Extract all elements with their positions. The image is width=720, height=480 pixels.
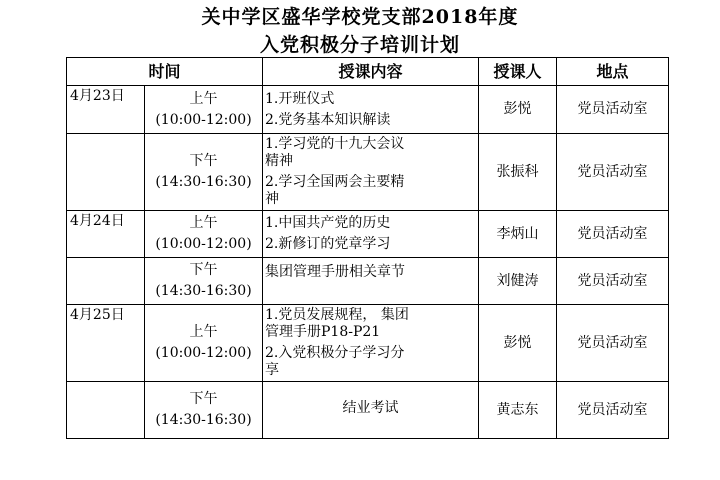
table-row bbox=[67, 211, 669, 258]
document-title-line1: 关中学区盛华学校党支部2018年度 bbox=[201, 6, 519, 28]
table-header-row bbox=[67, 58, 669, 86]
teacher-cell: 李炳山 bbox=[479, 211, 557, 258]
content-line: 结业考试 bbox=[342, 400, 399, 416]
content-line: 1.开班仪式 bbox=[265, 90, 335, 107]
date-cell bbox=[67, 134, 145, 211]
teacher-cell: 黄志东 bbox=[479, 382, 557, 439]
session-period: 上午 bbox=[189, 324, 218, 340]
content-line: 2.党务基本知识解读 bbox=[265, 111, 391, 128]
content-line: 1.中国共产党的历史 bbox=[265, 215, 391, 231]
content-cell bbox=[263, 134, 479, 211]
column-header-content: 授课内容 bbox=[263, 58, 479, 86]
session-period: 下午 bbox=[189, 391, 218, 407]
content-cell bbox=[263, 211, 479, 258]
session-time-range: (14:30-16:30) bbox=[155, 174, 252, 190]
content-line: 集团管理手册相关章节 bbox=[265, 264, 406, 280]
date-cell: 4月25日 bbox=[67, 305, 145, 382]
column-header-teacher: 授课人 bbox=[479, 58, 557, 86]
teacher-cell: 彭悦 bbox=[479, 305, 557, 382]
date-cell bbox=[67, 382, 145, 439]
table-row bbox=[67, 382, 669, 439]
table-row bbox=[67, 134, 669, 211]
content-cell bbox=[263, 305, 479, 382]
date-cell bbox=[67, 258, 145, 305]
session-cell bbox=[145, 86, 263, 134]
table-row bbox=[67, 258, 669, 305]
place-cell: 党员活动室 bbox=[557, 134, 669, 211]
content-line: 1.学习党的十九大会议 bbox=[265, 136, 405, 152]
session-cell bbox=[145, 382, 263, 439]
column-header-place: 地点 bbox=[557, 58, 669, 86]
content-line: 管理手册P18-P21 bbox=[265, 324, 381, 340]
date-cell: 4月24日 bbox=[67, 211, 145, 258]
content-line: 2.新修订的党章学习 bbox=[265, 236, 391, 252]
content-line: 2.学习全国两会主要精 bbox=[265, 174, 405, 190]
teacher-cell: 张振科 bbox=[479, 134, 557, 211]
place-cell: 党员活动室 bbox=[557, 305, 669, 382]
session-time-range: (10:00-12:00) bbox=[155, 345, 252, 361]
content-cell bbox=[263, 258, 479, 305]
session-time-range: (14:30-16:30) bbox=[155, 412, 252, 428]
content-line: 享 bbox=[265, 362, 280, 378]
place-cell: 党员活动室 bbox=[557, 86, 669, 134]
session-period: 上午 bbox=[189, 90, 218, 107]
session-period: 下午 bbox=[189, 153, 218, 169]
training-schedule-table bbox=[66, 57, 669, 439]
session-time-range: (10:00-12:00) bbox=[155, 111, 252, 128]
document-title-line2: 入党积极分子培训计划 bbox=[259, 34, 460, 56]
session-cell bbox=[145, 211, 263, 258]
session-cell bbox=[145, 134, 263, 211]
content-line: 精神 bbox=[265, 153, 294, 169]
content-line: 神 bbox=[265, 191, 280, 207]
content-cell bbox=[263, 382, 479, 439]
column-header-time: 时间 bbox=[67, 58, 263, 86]
session-cell bbox=[145, 258, 263, 305]
place-cell: 党员活动室 bbox=[557, 258, 669, 305]
content-line: 1.党员发展规程， 集团 bbox=[265, 307, 409, 323]
table-row bbox=[67, 86, 669, 134]
date-cell: 4月23日 bbox=[67, 86, 145, 134]
content-cell bbox=[263, 86, 479, 134]
place-cell: 党员活动室 bbox=[557, 211, 669, 258]
session-time-range: (10:00-12:00) bbox=[155, 236, 252, 252]
teacher-cell: 刘健涛 bbox=[479, 258, 557, 305]
session-period: 上午 bbox=[189, 215, 218, 231]
session-period: 下午 bbox=[189, 262, 218, 278]
place-cell: 党员活动室 bbox=[557, 382, 669, 439]
content-line: 2.入党积极分子学习分 bbox=[265, 345, 405, 361]
teacher-cell: 彭悦 bbox=[479, 86, 557, 134]
table-row bbox=[67, 305, 669, 382]
session-cell bbox=[145, 305, 263, 382]
session-time-range: (14:30-16:30) bbox=[155, 283, 252, 299]
